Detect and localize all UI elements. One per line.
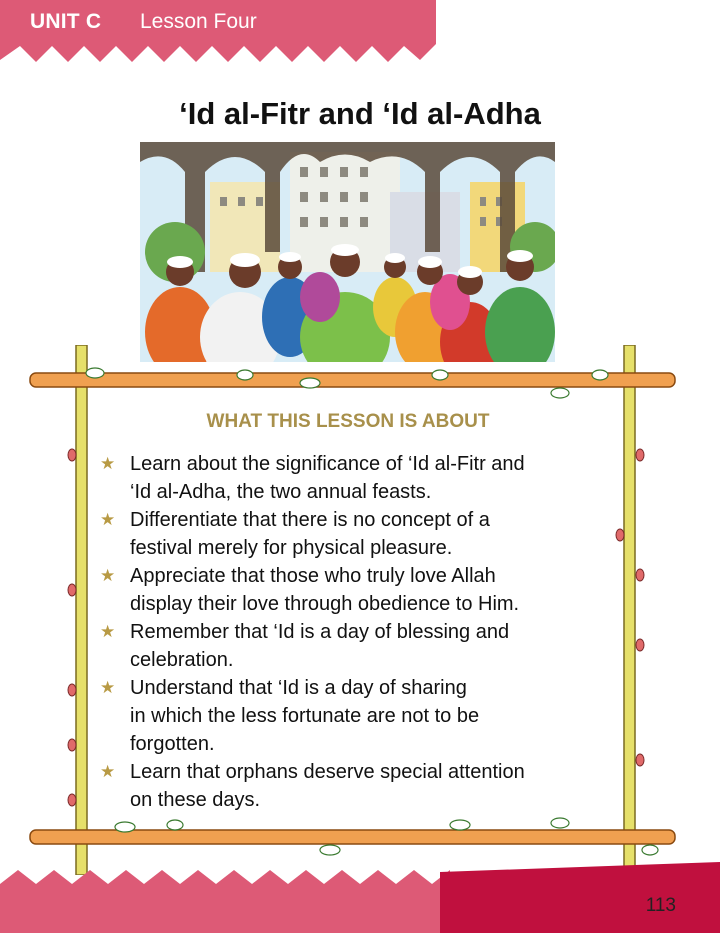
objective-line: festival merely for physical pleasure. (130, 537, 453, 559)
objective-line: Differentiate that there is no concept of a (130, 509, 490, 531)
star-icon: ★ (100, 622, 116, 641)
worshippers-at-mosque-illustration (140, 142, 555, 362)
list-item (100, 674, 620, 758)
objective-line: Understand that ‘Id is a day of sharing (130, 677, 467, 699)
list-item (100, 450, 620, 506)
objective-line: Appreciate that those who truly love Allah (130, 565, 496, 587)
lesson-label: Lesson Four (140, 10, 257, 33)
lesson-box-heading: WHAT THIS LESSON IS ABOUT (206, 411, 490, 432)
footer-band (0, 862, 720, 933)
star-icon: ★ (100, 678, 116, 697)
objective-line: Remember that ‘Id is a day of blessing and (130, 621, 510, 643)
objective-line: in which the less fortunate are not to be (130, 705, 480, 727)
star-icon: ★ (100, 762, 116, 781)
objective-line: ‘Id al-Adha, the two annual feasts. (130, 481, 432, 503)
objective-line: display their love through obedience to Him. (130, 593, 520, 615)
objective-line: forgotten. (130, 733, 215, 755)
list-item (100, 506, 620, 562)
objectives-list (100, 450, 620, 814)
star-icon: ★ (100, 510, 116, 529)
list-item (100, 758, 620, 814)
objective-line: Learn about the significance of ‘Id al-Fitr and (130, 453, 525, 475)
list-item (100, 562, 620, 618)
objective-line: Learn that orphans deserve special attention (130, 761, 525, 783)
page-number: 113 (645, 895, 676, 916)
objective-line: on these days. (130, 789, 261, 811)
star-icon: ★ (100, 566, 116, 585)
page-title: ‘Id al-Fitr and ‘Id al-Adha (179, 96, 541, 131)
unit-label: UNIT C (30, 10, 102, 33)
list-item (100, 618, 620, 674)
star-icon: ★ (100, 454, 116, 473)
objective-line: celebration. (130, 649, 234, 671)
